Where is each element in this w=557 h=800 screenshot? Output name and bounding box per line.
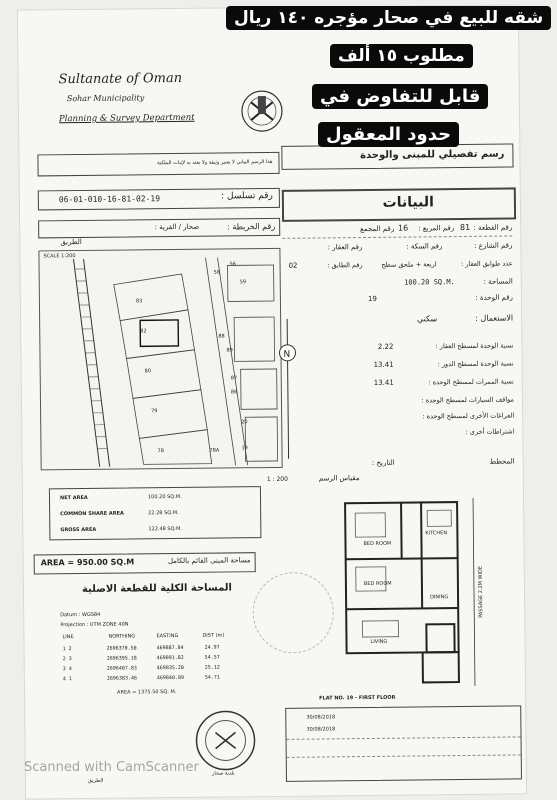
- floor-no-label: رقم الطابق :: [327, 261, 363, 270]
- usage-label: الاستعمال :: [475, 313, 514, 323]
- floor-plan-drawing: [341, 498, 491, 688]
- bedroom1-label: BED ROOM: [363, 540, 392, 548]
- complex-no-label: رقم المجمع: [360, 224, 395, 234]
- area-label: صحار / القرية :: [154, 222, 200, 232]
- area-row-value: 100.20 SQ.M.: [404, 278, 455, 287]
- coord-row-northing: 2696383.46: [106, 675, 138, 682]
- footer-date-1: 30/08/2018: [306, 714, 336, 721]
- kitchen-label: KITCHEN: [425, 530, 448, 537]
- total-area-label: مساحة المبنى القائم بالكامل: [167, 556, 251, 566]
- date-label: التاريخ :: [371, 458, 395, 467]
- area-row-label: المساحة :: [483, 277, 513, 286]
- square-no-value: 16: [397, 223, 409, 233]
- net-area-value: 100.20 SQ.M.: [147, 493, 182, 501]
- department-name: Planning & Survey Department: [58, 112, 195, 125]
- map-number-label: رقم الخريطة :: [227, 221, 276, 232]
- ratio1-value: 2.22: [377, 342, 394, 351]
- coord-row-northing: 2696395.18: [106, 655, 137, 662]
- plot-number: 78: [157, 448, 164, 455]
- scanner-watermark: Scanned with CamScanner: [24, 760, 199, 775]
- gross-area-value: 122.48 SQ.M.: [148, 525, 183, 533]
- data-rows: [282, 219, 515, 471]
- coord-row-easting: 469891.82: [156, 654, 184, 662]
- disclaimer-text: هذا الرسم البياني لا يعتبر وثيقة ولا يعتد به لإثبات الملكية: [157, 158, 273, 167]
- plot-number: 82: [140, 328, 147, 335]
- municipality-name: Sohar Municipality: [66, 93, 145, 104]
- total-area-value: AREA = 950.00 SQ.M: [40, 557, 135, 568]
- coord-row-easting: 469840.89: [156, 674, 185, 682]
- coord-row-dist: 54.71: [204, 674, 220, 681]
- common-area-value: 22.28 SQ.M.: [148, 509, 179, 517]
- sig-divider: [287, 736, 521, 739]
- alley-label: رقم السكة :: [406, 242, 443, 251]
- svg-text:N: N: [283, 349, 291, 360]
- col-northing: NORTHING: [108, 633, 136, 640]
- coord-area: AREA = 1375.50 SQ. M.: [117, 689, 177, 696]
- plot-number: 88: [218, 333, 225, 340]
- sig-divider: [287, 754, 521, 757]
- plot-number: 87: [230, 375, 238, 382]
- road-label-bottom: الطريق: [87, 777, 104, 784]
- data-title: البيانات: [382, 194, 435, 211]
- coordinates-table: [46, 610, 257, 706]
- coord-row-line: 1 2: [62, 646, 72, 653]
- datum-text: Datum : WGS84: [60, 611, 101, 619]
- total-area-box: [34, 552, 256, 574]
- plot-number: 89: [226, 347, 233, 354]
- scale-value: 1 : 200: [266, 475, 288, 484]
- site-plan: [38, 248, 291, 471]
- parking-label: مواقف السيارات لمسطح الوحدة :: [421, 395, 515, 405]
- living-label: LIVING: [370, 638, 388, 645]
- area-summary-box: [49, 486, 262, 540]
- plot-number: 83: [135, 298, 143, 305]
- coord-row-northing: 2696370.50: [106, 645, 137, 652]
- plot-number: 59: [239, 279, 247, 286]
- ratio1-label: نسبة الوحدة لمسطح العقار :: [435, 341, 514, 351]
- coord-row-line: 3 4: [62, 666, 72, 673]
- usage-value: سكني: [416, 314, 438, 324]
- row-divider: [282, 235, 512, 238]
- coord-row-line: 2 3: [62, 656, 72, 663]
- serial-box: [38, 188, 280, 211]
- bedroom2-label: BED ROOM: [363, 580, 392, 588]
- dining-label: DINING: [430, 594, 449, 601]
- net-area-label: NET AREA: [59, 494, 88, 502]
- plot-sketch: [248, 567, 339, 658]
- road-label-top: الطريق: [60, 237, 82, 247]
- common-area-label: COMMON SHARE AREA: [60, 510, 124, 518]
- unit-no-label: رقم الوحدة :: [475, 293, 513, 302]
- floor-no-value: 02: [288, 261, 298, 270]
- ad-line-1: شقه للبيع في صحار مؤجره ١٤٠ ريال: [226, 6, 551, 30]
- scale-label: مقياس الرسم: [318, 474, 360, 483]
- plot-no-value: 81: [459, 222, 471, 233]
- plot-number: 78A: [209, 447, 220, 454]
- ratio3-label: نسبة الممرات لمسطح الوحدة :: [428, 377, 514, 387]
- oman-emblem-icon: [239, 86, 286, 136]
- checked-label: المخطط: [489, 457, 515, 466]
- ratio2-value: 13.41: [373, 360, 394, 369]
- plot-number: 86: [230, 389, 238, 396]
- footer-date-2: 30/08/2018: [306, 726, 336, 733]
- floor-plan: [341, 498, 491, 688]
- stamp-text: بلدية صحار: [211, 770, 235, 777]
- parcel-lines: [109, 257, 279, 467]
- serial-label: رقم تسلسل :: [221, 190, 273, 202]
- certificate-title: رسم تفصيلي للمبنى والوحدة: [360, 148, 505, 162]
- map-number-box: [38, 218, 280, 239]
- plot-number: 56: [229, 261, 236, 268]
- plot-total-label: المساحة الكلية للقطعة الاصلية: [81, 582, 233, 596]
- square-no-label: رقم المربع :: [418, 224, 455, 233]
- passage-label: PASSAGE 2.2M WIDE: [477, 565, 485, 618]
- col-dist: DIST (m): [202, 632, 225, 639]
- plot-number: 80: [144, 368, 152, 375]
- plot-number: 19: [241, 445, 248, 452]
- data-title-box: [282, 187, 516, 221]
- floors-value: اربعة + ملحق سطح: [381, 260, 437, 269]
- road-hatch: [69, 259, 111, 467]
- signature-table: [285, 705, 522, 781]
- coord-row-dist: 25.12: [204, 664, 220, 671]
- disclaimer-box: [37, 152, 279, 177]
- unit-no-value: 19: [367, 294, 377, 303]
- ad-line-3: قابل للتفاوض في: [312, 84, 488, 109]
- coord-row-dist: 54.57: [204, 654, 220, 661]
- ad-line-4: حدود المعقول: [318, 122, 459, 147]
- coord-row-easting: 469835.20: [156, 664, 184, 672]
- col-easting: EASTING: [156, 632, 179, 640]
- serial-value: 06-01-010-16-81-02-19: [58, 194, 161, 205]
- org-title: Sultanate of Oman: [58, 70, 183, 88]
- scale-mark: SCALE 1:200: [43, 253, 76, 260]
- other-label: اشتراطات أخرى :: [465, 427, 515, 436]
- ad-line-2: مطلوب ١٥ ألف: [330, 44, 473, 68]
- gross-area-label: GROSS AREA: [60, 526, 97, 534]
- coord-row-easting: 469887.84: [156, 644, 184, 652]
- street-label: رقم الشارع :: [474, 241, 513, 250]
- ratio3-value: 13.41: [373, 378, 394, 387]
- plot-number: 20: [241, 419, 248, 426]
- projection-text: Projection : UTM ZONE 40N: [60, 621, 129, 629]
- plot-number: 58: [213, 269, 221, 276]
- coord-row-dist: 24.97: [204, 644, 220, 651]
- floor-plan-caption: FLAT NO. 19 - FIRST FLOOR: [319, 694, 396, 702]
- municipality-stamp-icon: [193, 708, 258, 773]
- certificate-title-box: [281, 143, 513, 169]
- plot-no-label: رقم القطعة :: [473, 223, 513, 232]
- spaces-label: الفراغات الأخرى لمسطح الوحدة :: [422, 411, 515, 421]
- floors-label: عدد طوابق العقار :: [461, 259, 513, 269]
- col-line: LINE: [62, 634, 74, 641]
- property-label: رقم العقار :: [327, 243, 363, 252]
- coord-row-northing: 2696407.83: [106, 665, 137, 672]
- plot-number: 79: [151, 408, 158, 415]
- ratio2-label: نسبة الوحدة لمسطح الدور :: [437, 359, 514, 369]
- coord-row-line: 4 1: [62, 676, 72, 683]
